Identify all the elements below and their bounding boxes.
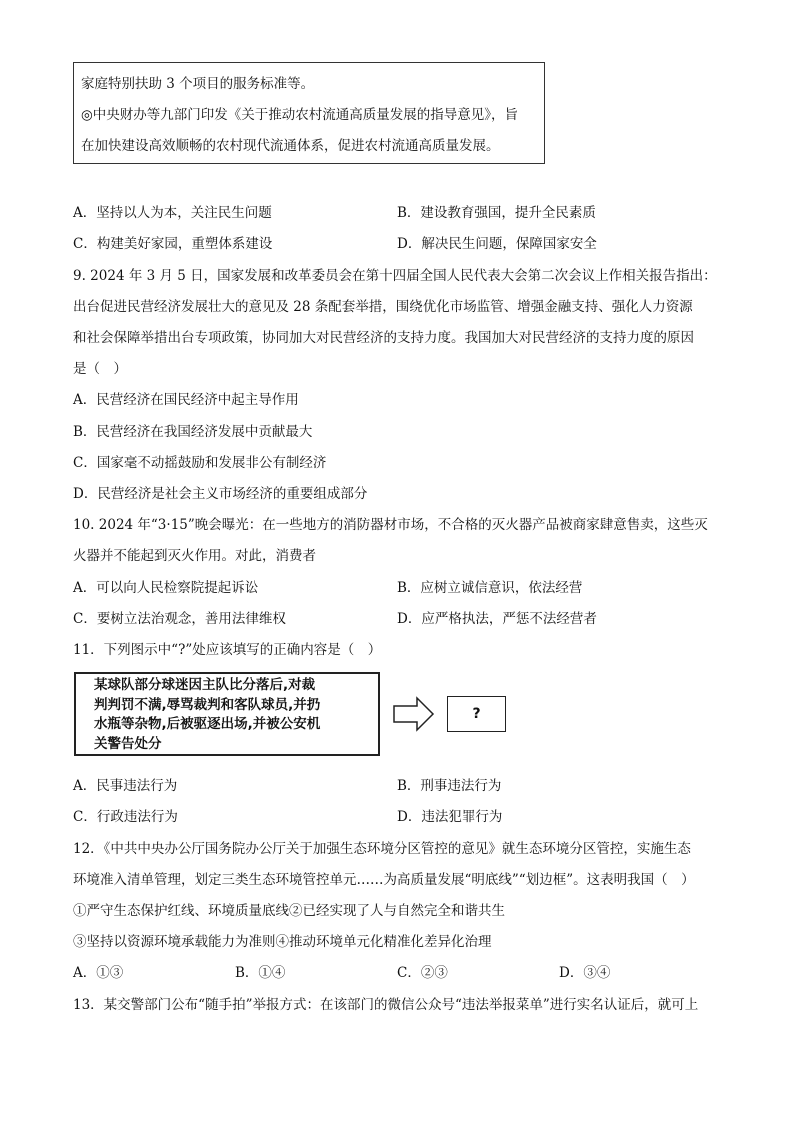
q11-question-mark: ? xyxy=(472,706,481,722)
q8-option-c: C．构建美好家园，重塑体系建设 xyxy=(73,236,273,252)
material-box xyxy=(73,62,545,164)
material-line-3: 在加快建设高效顺畅的农村现代流通体系，促进农村流通高质量发展。 xyxy=(81,138,500,154)
q9-option-c: C．国家毫不动摇鼓励和发展非公有制经济 xyxy=(73,455,327,471)
q12-option-b: B．①④ xyxy=(235,965,286,981)
q10-option-b: B．应树立诚信意识，依法经营 xyxy=(397,580,583,596)
q11-case-line-1: 某球队部分球迷因主队比分落后,对裁 xyxy=(94,677,316,693)
q10-stem-line-2: 火器并不能起到灭火作用。对此，消费者 xyxy=(73,548,316,564)
material-line-2: ◎中央财办等九部门印发《关于推动农村流通高质量发展的指导意见》，旨 xyxy=(81,107,519,123)
q11-option-c: C．行政违法行为 xyxy=(73,809,178,825)
q11-case-box xyxy=(74,672,380,756)
q9-option-d: D．民营经济是社会主义市场经济的重要组成部分 xyxy=(73,486,368,502)
q8-option-d: D．解决民生问题，保障国家安全 xyxy=(397,236,597,252)
q9-stem-line-1: 9. 2024 年 3 月 5 日，国家发展和改革委员会在第十四届全国人民代表大会第二次会议上作相关报告指出： xyxy=(73,268,717,284)
q13-stem-line-1: 13．某交警部门公布“随手拍”举报方式：在该部门的微信公众号“违法举报菜单”进行实名认证后，就可上 xyxy=(73,997,699,1013)
q11-case-line-2: 判判罚不满,辱骂裁判和客队球员,并扔 xyxy=(94,696,321,713)
q10-stem-line-1: 10. 2024 年“3·15”晚会曝光：在一些地方的消防器材市场，不合格的灭火器产品被商家肆意售卖，这些灭 xyxy=(73,517,708,533)
q12-statements-1-2: ①严守生态保护红线、环境质量底线②已经实现了人与自然完全和谐共生 xyxy=(73,903,505,919)
q11-option-b: B．刑事违法行为 xyxy=(397,778,502,794)
q12-stem-line-1: 12．《中共中央办公厅国务院办公厅关于加强生态环境分区管控的意见》就生态环境分区管控，实施生态 xyxy=(73,841,691,857)
material-line-1: 家庭特别扶助 3 个项目的服务标准等。 xyxy=(81,76,315,92)
q11-case-line-3: 水瓶等杂物,后被驱逐出场,并被公安机 xyxy=(94,716,321,732)
q9-stem-line-2: 出台促进民营经济发展壮大的意见及 28 条配套举措，围绕优化市场监管、增强金融支持、强化人力资源 xyxy=(73,299,693,315)
q9-option-a: A．民营经济在国民经济中起主导作用 xyxy=(73,392,299,408)
right-arrow-icon xyxy=(393,696,435,732)
q11-stem: 11．下列图示中“?”处应该填写的正确内容是（ ） xyxy=(73,642,382,658)
q12-statements-3-4: ③坚持以资源环境承载能力为准则④推动环境单元化精准化差异化治理 xyxy=(73,934,492,950)
q8-option-a: A．坚持以人为本，关注民生问题 xyxy=(73,205,272,221)
q8-option-b: B．建设教育强国，提升全民素质 xyxy=(397,205,596,221)
q9-option-b: B．民营经济在我国经济发展中贡献最大 xyxy=(73,424,313,440)
q12-option-a: A．①③ xyxy=(73,965,124,981)
q10-option-d: D．应严格执法，严惩不法经营者 xyxy=(397,611,597,627)
q9-stem-line-4: 是（ ） xyxy=(73,361,127,377)
q10-option-c: C．要树立法治观念，善用法律维权 xyxy=(73,611,286,627)
q11-option-a: A．民事违法行为 xyxy=(73,778,178,794)
q11-option-d: D．违法犯罪行为 xyxy=(397,809,503,825)
q11-case-line-4: 关警告处分 xyxy=(94,735,162,752)
q10-option-a: A．可以向人民检察院提起诉讼 xyxy=(73,580,259,596)
q11-question-box xyxy=(447,696,506,732)
q12-option-c: C．②③ xyxy=(397,965,448,981)
q9-stem-line-3: 和社会保障举措出台专项政策，协同加大对民营经济的支持力度。我国加大对民营经济的支持力度的原因 xyxy=(73,330,694,346)
q12-stem-line-2: 环境准入清单管理，划定三类生态环境管控单元……为高质量发展“明底线”“划边框”。这表明我国（ ） xyxy=(73,872,695,888)
q12-option-d: D．③④ xyxy=(559,965,611,981)
